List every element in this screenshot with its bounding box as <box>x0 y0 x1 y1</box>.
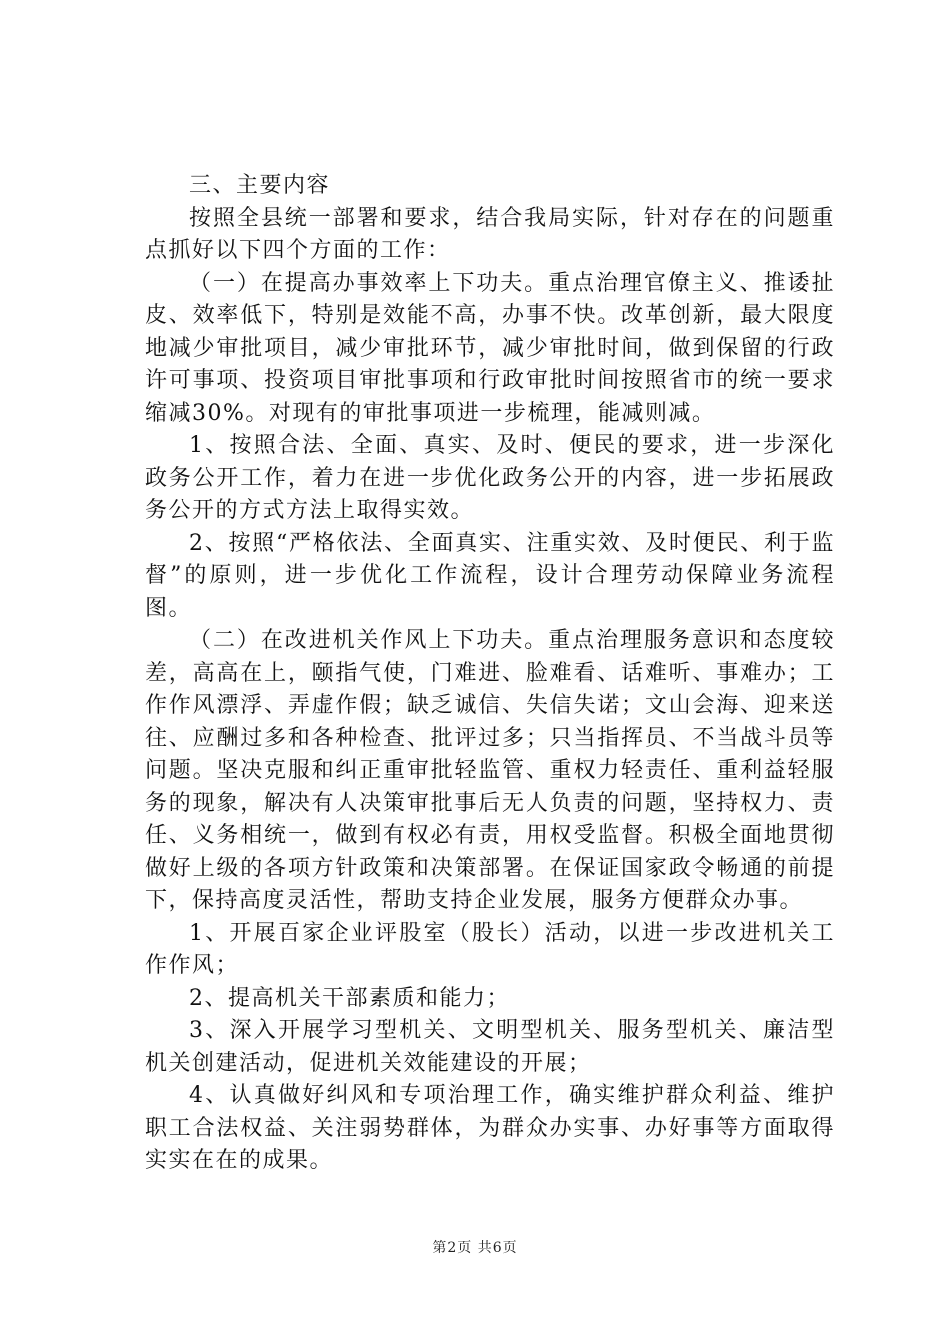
paragraph-intro: 按照全县统一部署和要求，结合我局实际，针对存在的问题重点抓好以下四个方面的工作： <box>145 205 835 263</box>
paragraph-item-2b: 2、提高机关干部素质和能力； <box>189 985 510 1011</box>
paragraph-efficiency: （一）在提高办事效率上下功夫。重点治理官僚主义、推诿扯皮、效率低下，特别是效能不高，办事不快。改革创新，最大限度地减少审批项目，减少审批环节，减少审批时间，做到保留的行政许可事项、投资项目审批事项和行政审批时间按照省市的统一要求缩减30%。对现有的审批事项进一步梳理，能减则减。 <box>145 270 835 426</box>
paragraph-item-1a: 1、按照合法、全面、真实、及时、便民的要求，进一步深化政务公开工作，着力在进一步优化政务公开的内容，进一步拓展政务公开的方式方法上取得实效。 <box>145 433 835 523</box>
paragraph-item-3b: 3、深入开展学习型机关、文明型机关、服务型机关、廉洁型机关创建活动，促进机关效能建设的开展； <box>145 1018 835 1076</box>
document-body <box>145 170 835 1178</box>
paragraph-item-1b: 1、开展百家企业评股室（股长）活动，以进一步改进机关工作作风； <box>145 920 835 978</box>
section-heading: 三、主要内容 <box>189 173 331 198</box>
paragraph-item-4b: 4、认真做好纠风和专项治理工作，确实维护群众利益、维护职工合法权益、关注弱势群体，为群众办实事、办好事等方面取得实实在在的成果。 <box>145 1083 835 1173</box>
paragraph-work-style: （二）在改进机关作风上下功夫。重点治理服务意识和态度较差，高高在上，颐指气使，门难进、脸难看、话难听、事难办；工作作风漂浮、弄虚作假；缺乏诚信、失信失诺；文山会海、迎来送往、应酬过多和各种检查、批评过多；只当指挥员、不当战斗员等问题。坚决克服和纠正重审批轻监管、重权力轻责任、重利益轻服务的现象，解决有人决策审批事后无人负责的问题，坚持权力、责任、义务相统一，做到有权必有责，用权受监督。积极全面地贯彻做好上级的各项方针政策和决策部署。在保证国家政令畅通的前提下，保持高度灵活性，帮助支持企业发展，服务方便群众办事。 <box>145 628 835 913</box>
page-number: 第2页 共6页 <box>432 1240 518 1256</box>
paragraph-item-2a: 2、按照“严格依法、全面真实、注重实效、及时便民、利于监督”的原则，进一步优化工作流程，设计合理劳动保障业务流程图。 <box>145 530 835 621</box>
